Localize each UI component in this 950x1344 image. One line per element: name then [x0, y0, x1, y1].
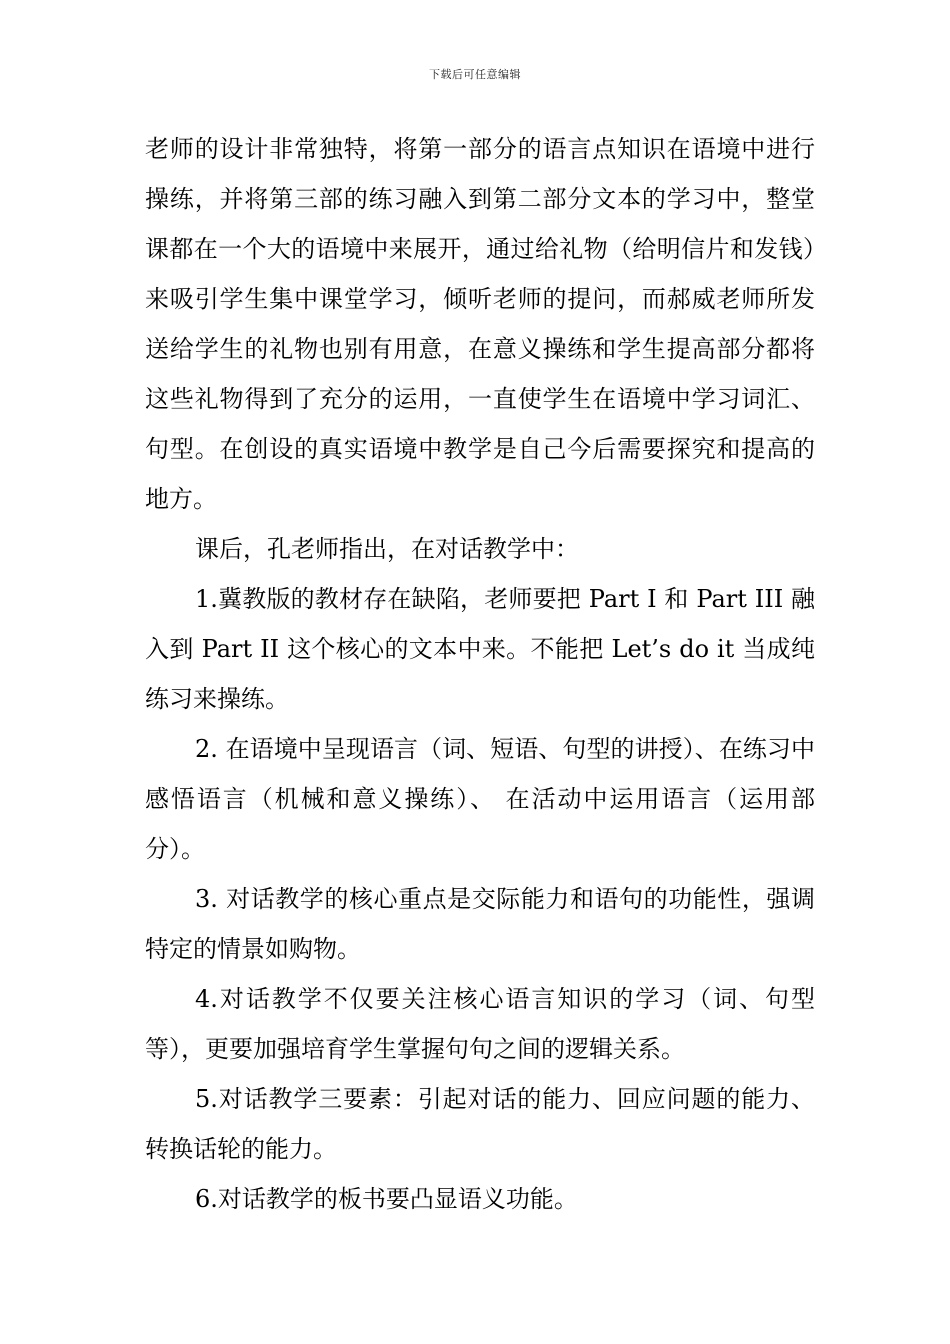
document-body — [145, 124, 815, 1224]
paragraph-intro: 课后，孔老师指出，在对话教学中： — [195, 535, 579, 563]
list-item-3: 3. 对话教学的核心重点是交际能力和语句的功能性，强调特定的情景如购物。 — [145, 885, 815, 963]
paragraph-continuation: 老师的设计非常独特，将第一部分的语言点知识在语境中进行操练，并将第三部的练习融入到第二部分文本的学习中，整堂课都在一个大的语境中来展开，通过给礼物（给明信片和发钱）来吸引学生集中课堂学习，倾听老师的提问，而郝威老师所发送给学生的礼物也别有用意，在意义操练和学生提高部分都将这些礼物得到了充分的运用，一直使学生在语境中学习词汇、句型。在创设的真实语境中教学是自己今后需要探究和提高的地方。 — [145, 135, 815, 513]
list-item-1: 1.冀教版的教材存在缺陷，老师要把 Part I 和 Part III 融入到 Part II 这个核心的文本中来。不能把 Let’s do it 当成纯练习来操练。 — [145, 585, 815, 713]
list-item-2: 2. 在语境中呈现语言（词、短语、句型的讲授）、在练习中感悟语言（机械和意义操练）、 在活动中运用语言（运用部分）。 — [145, 735, 815, 863]
list-item-4: 4.对话教学不仅要关注核心语言知识的学习（词、句型等），更要加强培育学生掌握句句之间的逻辑关系。 — [145, 985, 815, 1063]
list-item-6: 6.对话教学的板书要凸显语义功能。 — [195, 1185, 578, 1213]
header-note: 下载后可任意编辑 — [429, 68, 521, 81]
list-item-5: 5.对话教学三要素：引起对话的能力、回应问题的能力、转换话轮的能力。 — [145, 1085, 815, 1163]
